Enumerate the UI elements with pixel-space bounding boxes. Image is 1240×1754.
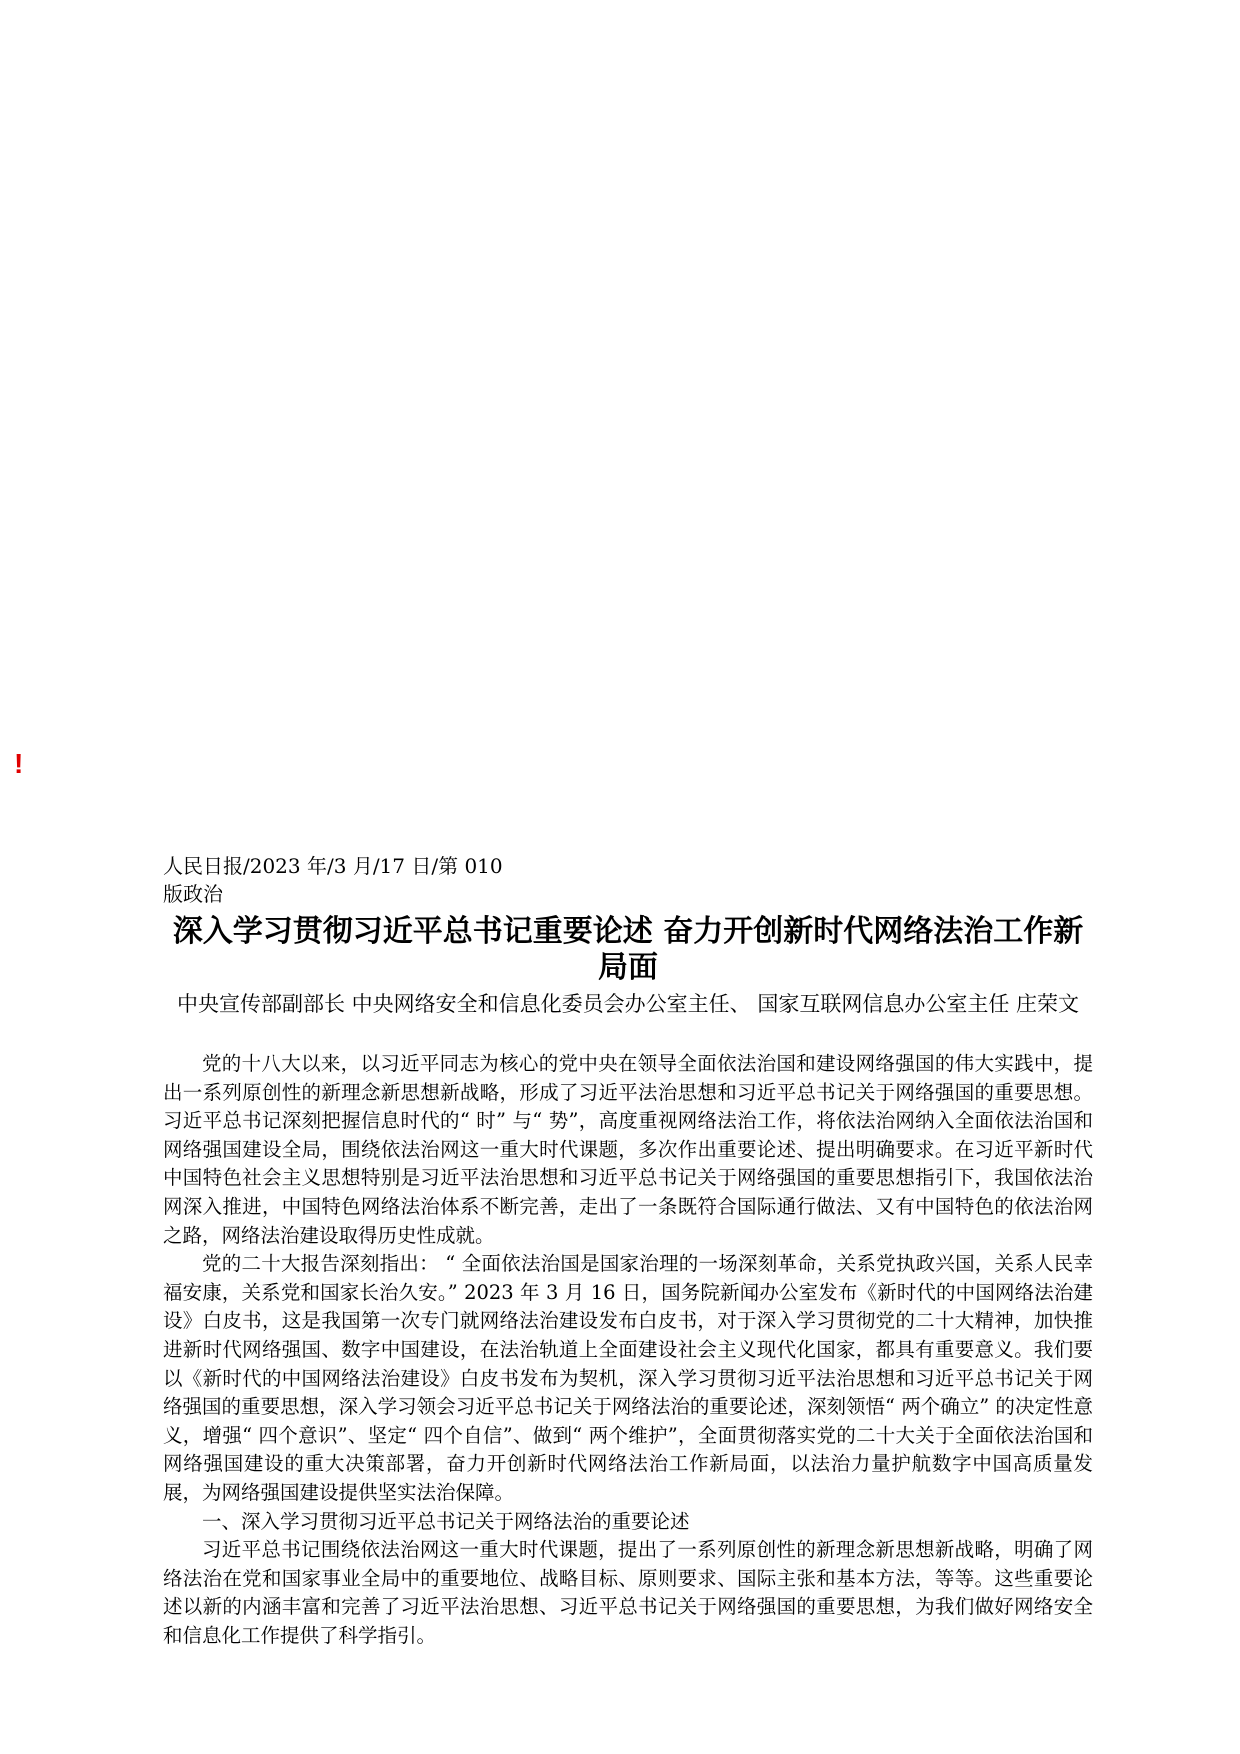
section-heading: 一、深入学习贯彻习近平总书记关于网络法治的重要论述 (202, 1509, 690, 1533)
paragraph: 习近平总书记围绕依法治网这一重大时代课题，提出了一系列原创性的新理念新思想新战略，明确了网络法治在党和国家事业全局中的重要地位、战略目标、原则要求、国际主张和基本方法，等等。这些重要论述以新的内涵丰富和完善了习近平法治思想、习近平总书记关于网络强国的重要思想，为我们做好网络安全和信息化工作提供了科学指引。 (163, 1538, 1093, 1647)
article (163, 852, 1093, 1650)
red-exclamation-mark: ! (14, 748, 24, 779)
article-title: 深入学习贯彻习近平总书记重要论述 奋力开创新时代网络法治工作新局面 (172, 914, 1084, 985)
paragraph: 党的十八大以来，以习近平同志为核心的党中央在领导全面依法治国和建设网络强国的伟大实践中，提出一系列原创性的新理念新思想新战略，形成了习近平法治思想和习近平总书记关于网络强国的重要思想。习近平总书记深刻把握信息时代的“ 时” 与“ 势”，高度重视网络法治工作，将依法治网纳入全面依法治国和网络强国建设全局，围绕依法治网这一重大时代课题，多次作出重要论述、提出明确要求。在习近平新时代中国特色社会主义思想特别是习近平法治思想和习近平总书记关于网络强国的重要思想指引下，我国依法治网深入推进，中国特色网络法治体系不断完善，走出了一条既符合国际通行做法、又有中国特色的依法治网之路，网络法治建设取得历史性成就。 (163, 1052, 1093, 1247)
source-line: 人民日报/2023 年/3 月/17 日/第 010 版政治 (163, 854, 503, 906)
author-line: 中央宣传部副部长 中央网络安全和信息化委员会办公室主任、 国家互联网信息办公室主任 庄荣文 (176, 992, 1080, 1016)
paragraph: 党的二十大报告深刻指出： “ 全面依法治国是国家治理的一场深刻革命，关系党执政兴国，关系人民幸福安康，关系党和国家长治久安。” 2023 年 3 月 16 日，国务院新闻办公室发布《新时代的中国网络法治建设》白皮书，这是我国第一次专门就网络法治建设发布白皮书，对于深入学习贯彻党的二十大精神，加快推进新时代网络强国、数字中国建设，在法治轨道上全面建设社会主义现代化国家，都具有重要意义。我们要以《新时代的中国网络法治建设》白皮书发布为契机，深入学习贯彻习近平法治思想和习近平总书记关于网络强国的重要思想，深入学习领会习近平总书记关于网络法治的重要论述，深刻领悟“ 两个确立” 的决定性意义，增强“ 四个意识”、坚定“ 四个自信”、做到“ 两个维护”，全面贯彻落实党的二十大关于全面依法治国和网络强国建设的重大决策部署，奋力开创新时代网络法治工作新局面，以法治力量护航数字中国高质量发展，为网络强国建设提供坚实法治保障。 (163, 1252, 1093, 1504)
article-body (163, 1050, 1093, 1650)
